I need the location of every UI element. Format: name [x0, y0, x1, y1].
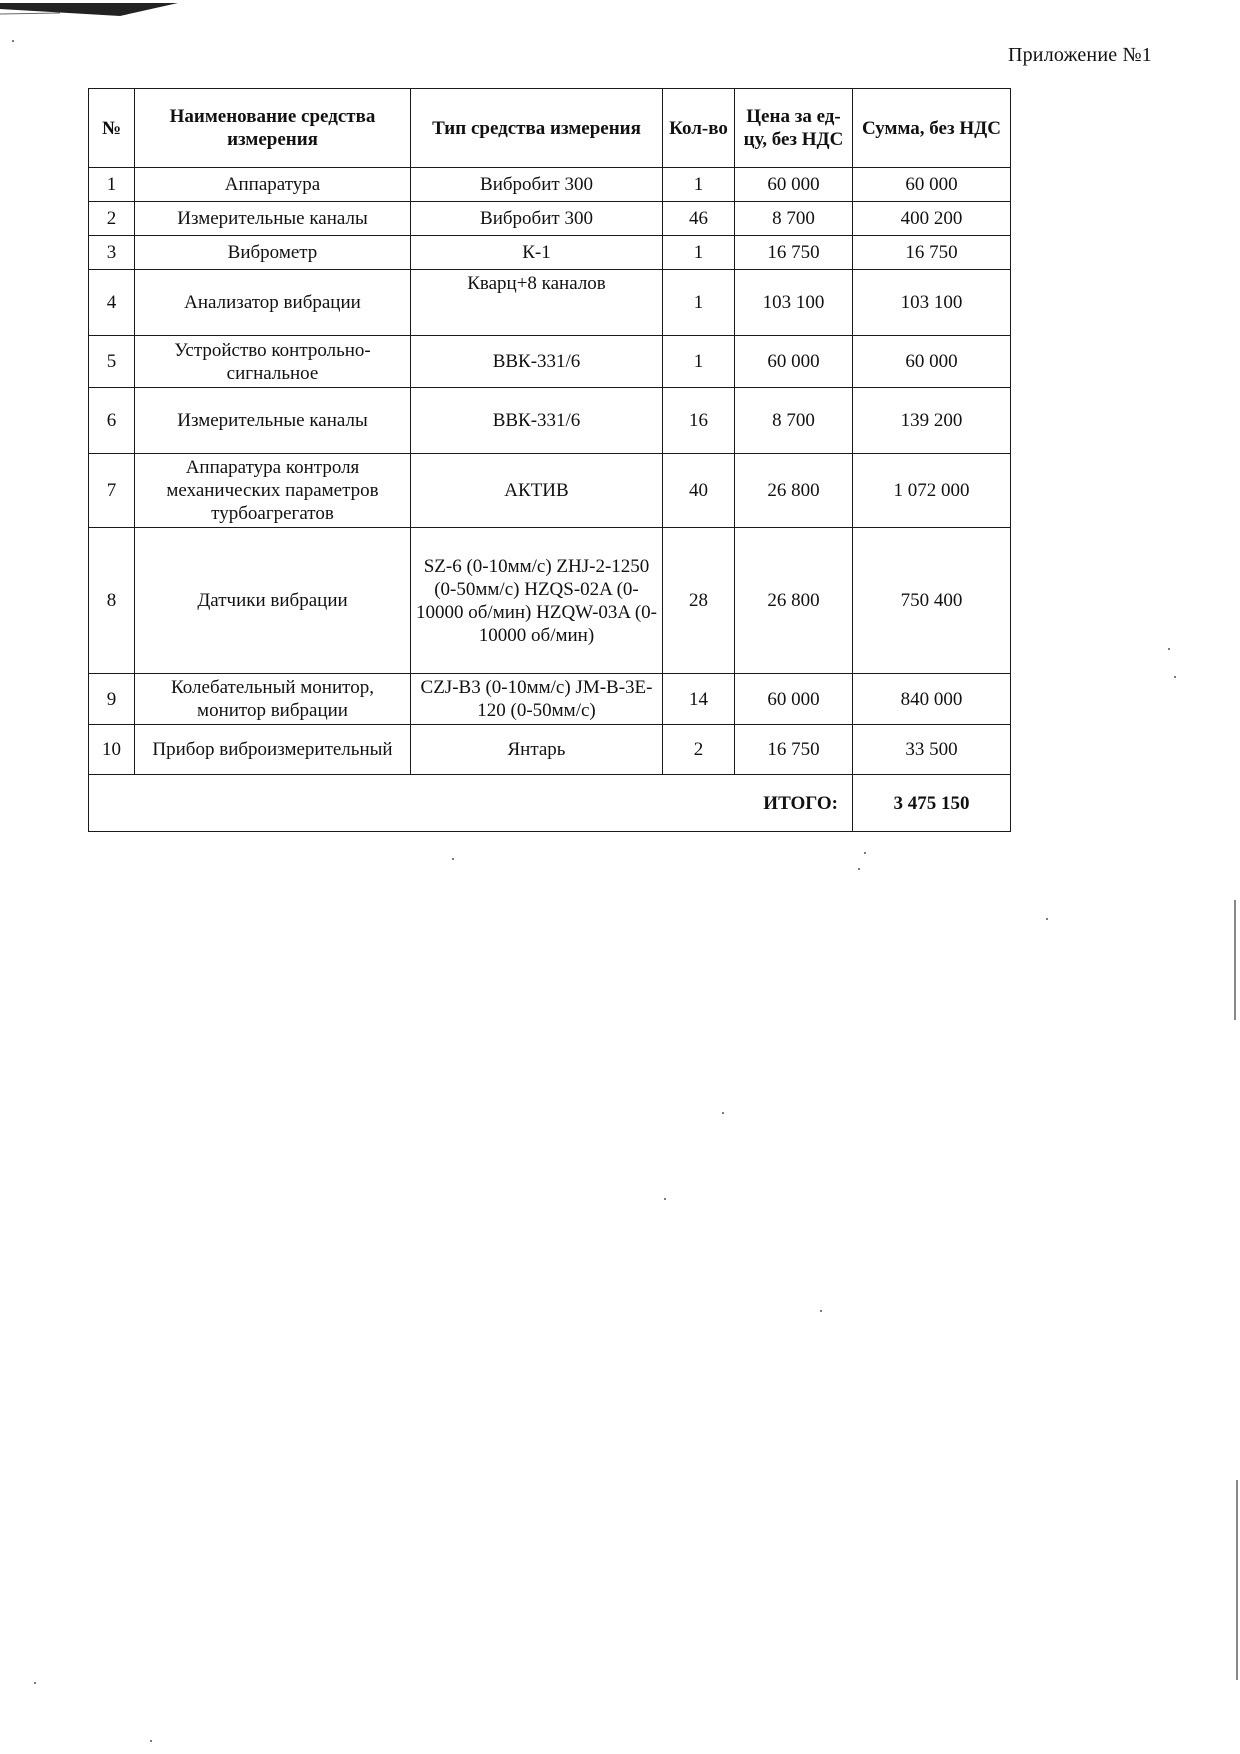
- cell-sum: 60 000: [853, 336, 1011, 388]
- cell-qty: 46: [663, 202, 735, 236]
- cell-sum: 16 750: [853, 236, 1011, 270]
- header-name: Наименование средства измерения: [135, 89, 411, 168]
- cell-name: Виброметр: [135, 236, 411, 270]
- cell-num: 3: [89, 236, 135, 270]
- cell-num: 1: [89, 168, 135, 202]
- cell-sum: 400 200: [853, 202, 1011, 236]
- cell-num: 9: [89, 674, 135, 725]
- header-unit-price: Цена за ед-цу, без НДС: [735, 89, 853, 168]
- scan-edge-mark: [1236, 1480, 1238, 1680]
- cell-type: Вибробит 300: [411, 168, 663, 202]
- scan-speck: [34, 1682, 36, 1684]
- cell-type: ВВК-331/6: [411, 336, 663, 388]
- cell-name: Устройство контрольно-сигнальное: [135, 336, 411, 388]
- appendix-label: Приложение №1: [1007, 44, 1152, 66]
- cell-qty: 1: [663, 270, 735, 336]
- scan-edge-mark: [1234, 900, 1236, 1020]
- cell-qty: 1: [663, 168, 735, 202]
- cell-sum: 103 100: [853, 270, 1011, 336]
- cell-sum: 1 072 000: [853, 454, 1011, 528]
- table-row: [89, 336, 1011, 388]
- cell-unit-price: 26 800: [735, 454, 853, 528]
- scan-speck: [858, 868, 860, 870]
- table-row: [89, 202, 1011, 236]
- cell-name: Прибор виброизмерительный: [135, 725, 411, 775]
- header-type: Тип средства измерения: [411, 89, 663, 168]
- cell-unit-price: 60 000: [735, 168, 853, 202]
- cell-num: 7: [89, 454, 135, 528]
- cell-type: CZJ-B3 (0-10мм/с) JM-B-3E-120 (0-50мм/с): [411, 674, 663, 725]
- cell-unit-price: 16 750: [735, 236, 853, 270]
- cell-type: SZ-6 (0-10мм/с) ZHJ-2-1250 (0-50мм/с) HZQS-02A (0-10000 об/мин) HZQW-03A (0-10000 об/мин): [411, 528, 663, 674]
- cell-num: 6: [89, 388, 135, 454]
- table-row: [89, 270, 1011, 336]
- cell-type: К-1: [411, 236, 663, 270]
- cell-sum: 840 000: [853, 674, 1011, 725]
- cell-unit-price: 103 100: [735, 270, 853, 336]
- scan-speck: [864, 852, 866, 854]
- cell-num: 5: [89, 336, 135, 388]
- cell-unit-price: 60 000: [735, 674, 853, 725]
- table-row: [89, 725, 1011, 775]
- cell-unit-price: 16 750: [735, 725, 853, 775]
- cell-type: Янтарь: [411, 725, 663, 775]
- table-header-row: [89, 89, 1011, 168]
- cell-num: 2: [89, 202, 135, 236]
- scan-speck: [1168, 648, 1170, 650]
- table-row: [89, 454, 1011, 528]
- cell-qty: 1: [663, 236, 735, 270]
- cell-qty: 14: [663, 674, 735, 725]
- cell-name: Колебательный монитор, монитор вибрации: [135, 674, 411, 725]
- cell-unit-price: 8 700: [735, 388, 853, 454]
- header-num: №: [89, 89, 135, 168]
- total-value: 3 475 150: [853, 775, 1011, 832]
- scan-speck: [1174, 676, 1176, 678]
- cell-qty: 28: [663, 528, 735, 674]
- total-label: ИТОГО:: [89, 775, 853, 832]
- cell-name: Аппаратура: [135, 168, 411, 202]
- table-row: [89, 674, 1011, 725]
- table-row: [89, 236, 1011, 270]
- scan-speck: [12, 40, 14, 42]
- scan-speck: [452, 858, 454, 860]
- cell-qty: 1: [663, 336, 735, 388]
- cell-unit-price: 60 000: [735, 336, 853, 388]
- header-qty: Кол-во: [663, 89, 735, 168]
- cell-num: 10: [89, 725, 135, 775]
- cell-sum: 139 200: [853, 388, 1011, 454]
- cell-qty: 2: [663, 725, 735, 775]
- cell-sum: 750 400: [853, 528, 1011, 674]
- cell-name: Датчики вибрации: [135, 528, 411, 674]
- cell-name: Аппаратура контроля механических параметров турбоагрегатов: [135, 454, 411, 528]
- cell-type: ВВК-331/6: [411, 388, 663, 454]
- cell-name: Измерительные каналы: [135, 388, 411, 454]
- scan-speck: [722, 1112, 724, 1114]
- cell-type: Кварц+8 каналов: [411, 270, 663, 336]
- measuring-instruments-table: [88, 88, 1011, 832]
- scan-speck: [820, 1310, 822, 1312]
- cell-type: АКТИВ: [411, 454, 663, 528]
- cell-sum: 33 500: [853, 725, 1011, 775]
- scan-artifact-mark: [0, 0, 180, 22]
- cell-unit-price: 8 700: [735, 202, 853, 236]
- cell-num: 4: [89, 270, 135, 336]
- cell-unit-price: 26 800: [735, 528, 853, 674]
- cell-qty: 16: [663, 388, 735, 454]
- cell-name: Измерительные каналы: [135, 202, 411, 236]
- cell-qty: 40: [663, 454, 735, 528]
- cell-num: 8: [89, 528, 135, 674]
- table-total-row: [89, 775, 1011, 832]
- table-row: [89, 168, 1011, 202]
- table-row: [89, 388, 1011, 454]
- table-row: [89, 528, 1011, 674]
- scan-speck: [150, 1740, 152, 1742]
- cell-sum: 60 000: [853, 168, 1011, 202]
- header-sum: Сумма, без НДС: [853, 89, 1011, 168]
- scan-speck: [1046, 918, 1048, 920]
- scan-speck: [664, 1198, 666, 1200]
- cell-name: Анализатор вибрации: [135, 270, 411, 336]
- cell-type: Вибробит 300: [411, 202, 663, 236]
